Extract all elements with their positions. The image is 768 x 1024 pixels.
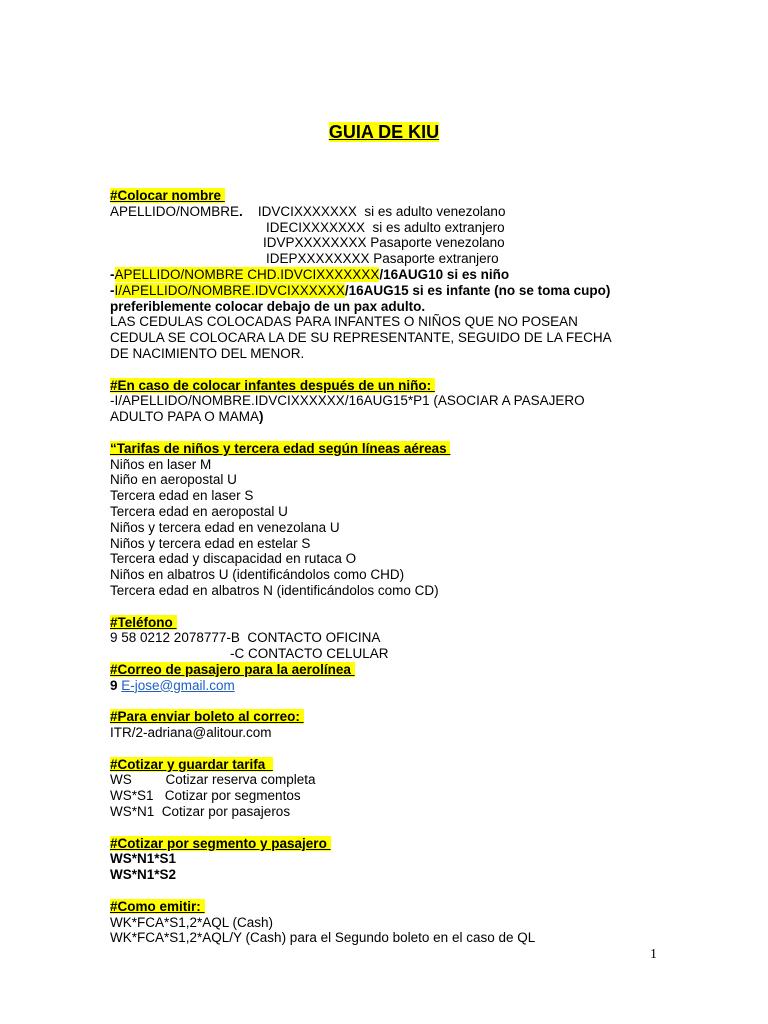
heading-telefono: #Teléfono [110, 614, 177, 630]
list-item: Tercera edad en albatros N (identificándolos como CD) [110, 582, 439, 598]
heading-infantes: #En caso de colocar infantes después de un niño: [110, 377, 435, 393]
nombre-line-4: IDEPXXXXXXXX Pasaporte extranjero [266, 251, 499, 267]
list-item: WS*S1 Cotizar por segmentos [110, 788, 301, 804]
list-item: Tercera edad y discapacidad en rutaca O [110, 551, 357, 567]
nombre-line-8: LAS CEDULAS COLOCADAS PARA INFANTES O NIÑOS QUE NO POSEAN [110, 314, 578, 330]
list-item: Niño en aeropostal U [110, 472, 237, 488]
list-item: Niños y tercera edad en estelar S [110, 535, 311, 551]
list-item: Tercera edad en aeropostal U [110, 503, 288, 519]
segmento-line-1: WS*N1*S1 [110, 851, 177, 867]
list-item: Niños y tercera edad en venezolana U [110, 519, 340, 535]
heading-tarifas: “Tarifas de niños y tercera edad según líneas aéreas [110, 440, 451, 456]
telefono-line-1: 9 58 0212 2078777-B CONTACTO OFICINA [110, 630, 381, 646]
list-item: Tercera edad en laser S [110, 488, 254, 504]
emitir-line-1: WK*FCA*S1,2*AQL (Cash) [110, 914, 274, 930]
nombre-line-5: -APELLIDO/NOMBRE CHD.IDVCIXXXXXXX/16AUG10 si es niño [110, 266, 510, 282]
email-link[interactable]: E-jose@gmail.com [121, 677, 235, 693]
document-title: GUIA DE KIU [328, 122, 440, 142]
document-body [110, 188, 670, 946]
infantes-line-1: -I/APELLIDO/NOMBRE.IDVCIXXXXXX/16AUG15*P1 (ASOCIAR A PASAJERO [110, 393, 585, 409]
heading-segmento: #Cotizar por segmento y pasajero [110, 835, 331, 851]
correo-line: 9 E-jose@gmail.com [110, 677, 235, 693]
nombre-line-2: IDECIXXXXXXX si es adulto extranjero [266, 219, 505, 235]
heading-emitir: #Como emitir: [110, 898, 205, 914]
list-item: Niños en laser M [110, 456, 212, 472]
emitir-line-2: WK*FCA*S1,2*AQL/Y (Cash) para el Segundo boleto en el caso de QL [110, 930, 536, 946]
nombre-line-10: DE NACIMIENTO DEL MENOR. [110, 345, 305, 361]
boleto-line-1: ITR/2-adriana@alitour.com [110, 725, 272, 741]
nombre-line-3: IDVPXXXXXXXX Pasaporte venezolano [263, 235, 505, 251]
nombre-line-7: preferiblemente colocar debajo de un pax adulto. [110, 298, 426, 314]
page-number: 1 [650, 947, 657, 962]
nombre-line-6: -I/APELLIDO/NOMBRE.IDVCIXXXXXX/16AUG15 si es infante (no se toma cupo) [110, 282, 611, 298]
heading-colocar-nombre: #Colocar nombre [110, 188, 225, 203]
heading-boleto: #Para enviar boleto al correo: [110, 709, 304, 725]
segmento-line-2: WS*N1*S2 [110, 867, 177, 883]
telefono-line-2: -C CONTACTO CELULAR [230, 646, 389, 662]
list-item: WS*N1 Cotizar por pasajeros [110, 804, 291, 820]
nombre-line-1: APELLIDO/NOMBRE. IDVCIXXXXXXX si es adulto venezolano [110, 203, 506, 219]
infantes-line-2: ADULTO PAPA O MAMA) [110, 409, 264, 425]
heading-correo: #Correo de pasajero para la aerolínea [110, 661, 355, 677]
heading-cotizar: #Cotizar y guardar tarifa [110, 756, 273, 772]
list-item: Niños en albatros U (identificándolos como CHD) [110, 567, 405, 583]
list-item: WS Cotizar reserva completa [110, 772, 316, 788]
nombre-line-9: CEDULA SE COLOCARA LA DE SU REPRESENTANTE, SEGUIDO DE LA FECHA [110, 330, 612, 346]
